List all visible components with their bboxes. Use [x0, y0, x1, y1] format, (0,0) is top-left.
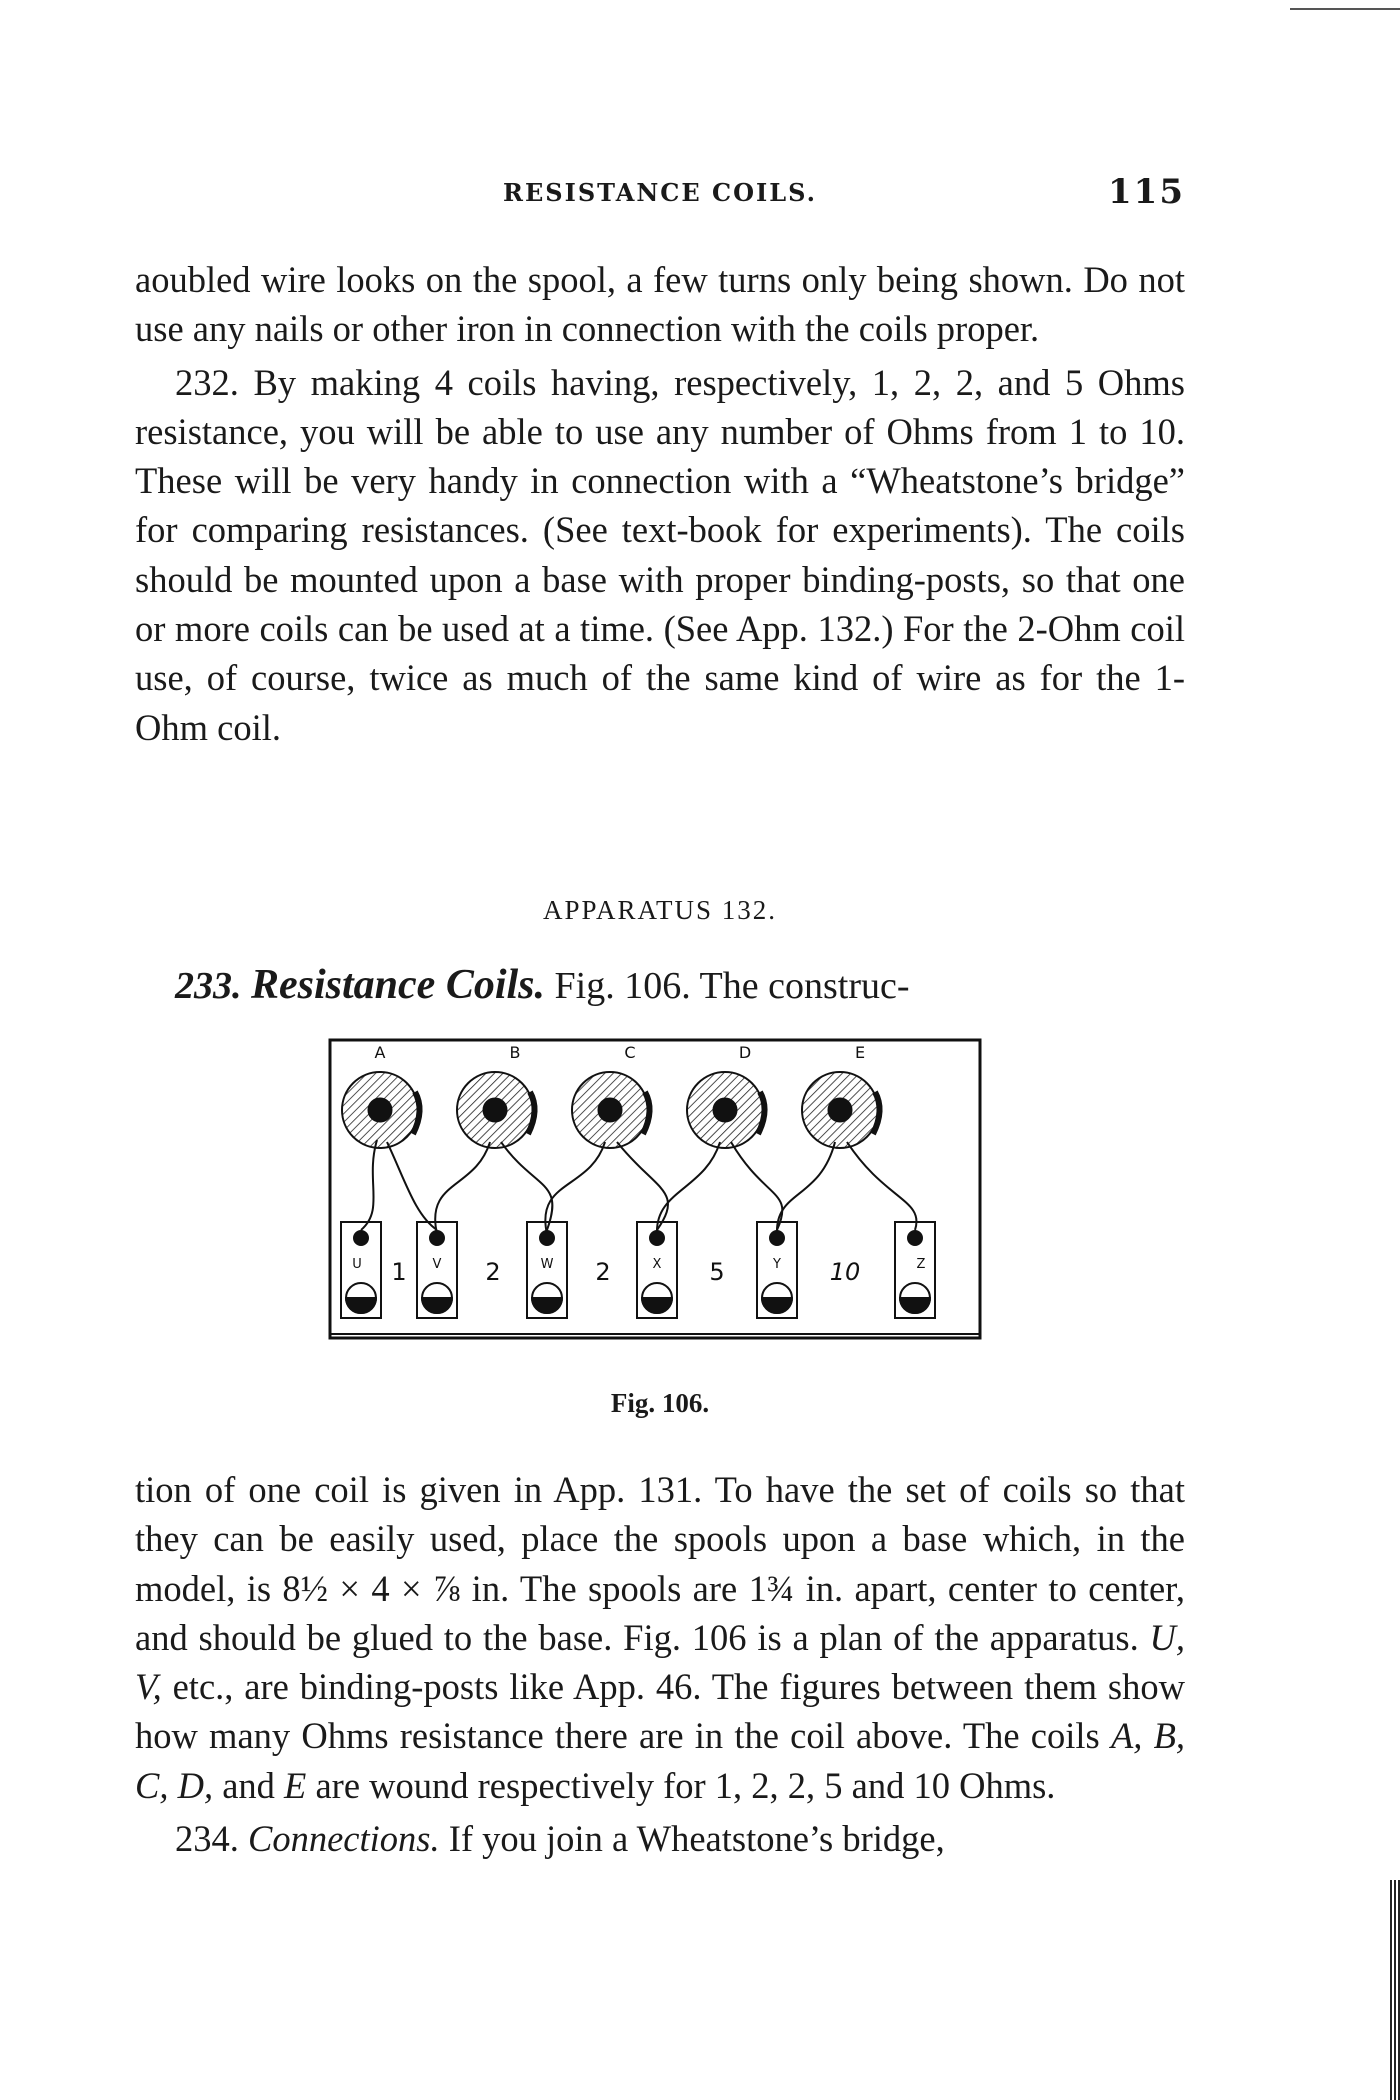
paragraph-construction — [135, 1465, 1185, 1810]
coil-d — [687, 1072, 765, 1148]
resistance-label-1: 1 — [391, 1258, 407, 1286]
coils-group — [342, 1072, 880, 1148]
coil-label-e: E — [854, 1043, 866, 1062]
connecting-wires — [361, 1140, 917, 1234]
coil-c — [572, 1072, 650, 1148]
and-word: and — [213, 1764, 285, 1806]
page-header — [135, 172, 1185, 212]
coil-names: A, B, C, D, — [135, 1715, 1185, 1806]
paragraph-continuation: aoubled wire looks on the spool, a few turns only being shown. Do not use any nails or other iron in connection with the coils proper. — [135, 259, 1185, 350]
section-title: Resistance Coils. — [251, 962, 546, 1008]
coil-a — [342, 1072, 420, 1148]
construction-text-a: tion of one coil is given in App. 131. To have the set of coils so that they can be easily used, place the spools upon a base which, in the model, is 8½ × 4 × ⅞ in. The spools are 1¾ in. apart, center to center, and should be glued to the base. Fig. 106 is a plan of the apparatus. — [135, 1469, 1185, 1658]
section-234-title: Connections. — [248, 1818, 440, 1860]
resistance-coils-diagram — [325, 1030, 985, 1345]
post-label-x: X — [652, 1257, 662, 1272]
running-title: RESISTANCE COILS. — [503, 178, 817, 207]
post-label-z: Z — [916, 1257, 926, 1272]
resistance-values — [391, 1258, 860, 1286]
resistance-label-10: 10 — [829, 1258, 861, 1286]
resistance-label-5: 5 — [709, 1258, 725, 1286]
coil-e — [802, 1072, 880, 1148]
resistance-label-2a: 2 — [485, 1258, 501, 1286]
section-234-text: If you join a Wheatstone’s bridge, — [439, 1818, 945, 1860]
top-text — [135, 255, 1185, 756]
post-names: U, V, — [135, 1616, 1185, 1708]
post-label-w: W — [540, 1257, 554, 1272]
post-label-u: U — [352, 1257, 362, 1272]
paragraph-234 — [135, 1814, 1185, 1863]
post-label-y: Y — [773, 1257, 781, 1272]
post-label-v: V — [432, 1257, 442, 1272]
coil-b — [457, 1072, 535, 1148]
figure-106 — [325, 1030, 985, 1345]
coil-label-d: D — [738, 1043, 752, 1062]
coil-name-e: E — [284, 1764, 307, 1806]
section-number: 233. — [175, 965, 242, 1007]
binding-edge — [1390, 1880, 1400, 2100]
section-lead-text: Fig. 106. The construc- — [554, 965, 910, 1007]
post-z — [895, 1222, 935, 1318]
construction-text-c: are wound respectively for 1, 2, 2, 5 and 10 Ohms. — [306, 1764, 1056, 1806]
resistance-label-2b: 2 — [595, 1258, 611, 1286]
page-number: 115 — [1108, 172, 1185, 212]
paragraph-232: 232. By making 4 coils having, respectively, 1, 2, 2, and 5 Ohms resistance, you will be able to use any number of Ohms from 1 to 10. These will be very handy in connection with a “Wheatstone’s bridge” for comparing resistances. (See text-book for experiments). The coils should be mounted upon a base with proper binding-posts, so that one or more coils can be used at a time. (See App. 132.) For the 2-Ohm coil use, of course, twice as much of the same kind of wire as for the 1-Ohm coil. — [135, 361, 1185, 748]
section-233-heading — [175, 960, 1185, 1011]
base-board — [330, 1040, 980, 1338]
coil-label-c: C — [624, 1043, 636, 1062]
coil-letters — [375, 1043, 866, 1062]
coil-label-a: A — [374, 1043, 386, 1062]
construction-text-b: etc., are binding-posts like App. 46. The figures between them show how many Ohms resistance there are in the coil above. The coils — [135, 1666, 1185, 1757]
apparatus-heading: APPARATUS 132. — [542, 895, 778, 925]
coil-label-b: B — [509, 1043, 521, 1062]
page-edge-line — [1290, 8, 1400, 10]
bottom-text — [135, 1465, 1185, 1867]
figure-caption: Fig. 106. — [610, 1388, 710, 1418]
section-234-number: 234. — [175, 1818, 248, 1860]
